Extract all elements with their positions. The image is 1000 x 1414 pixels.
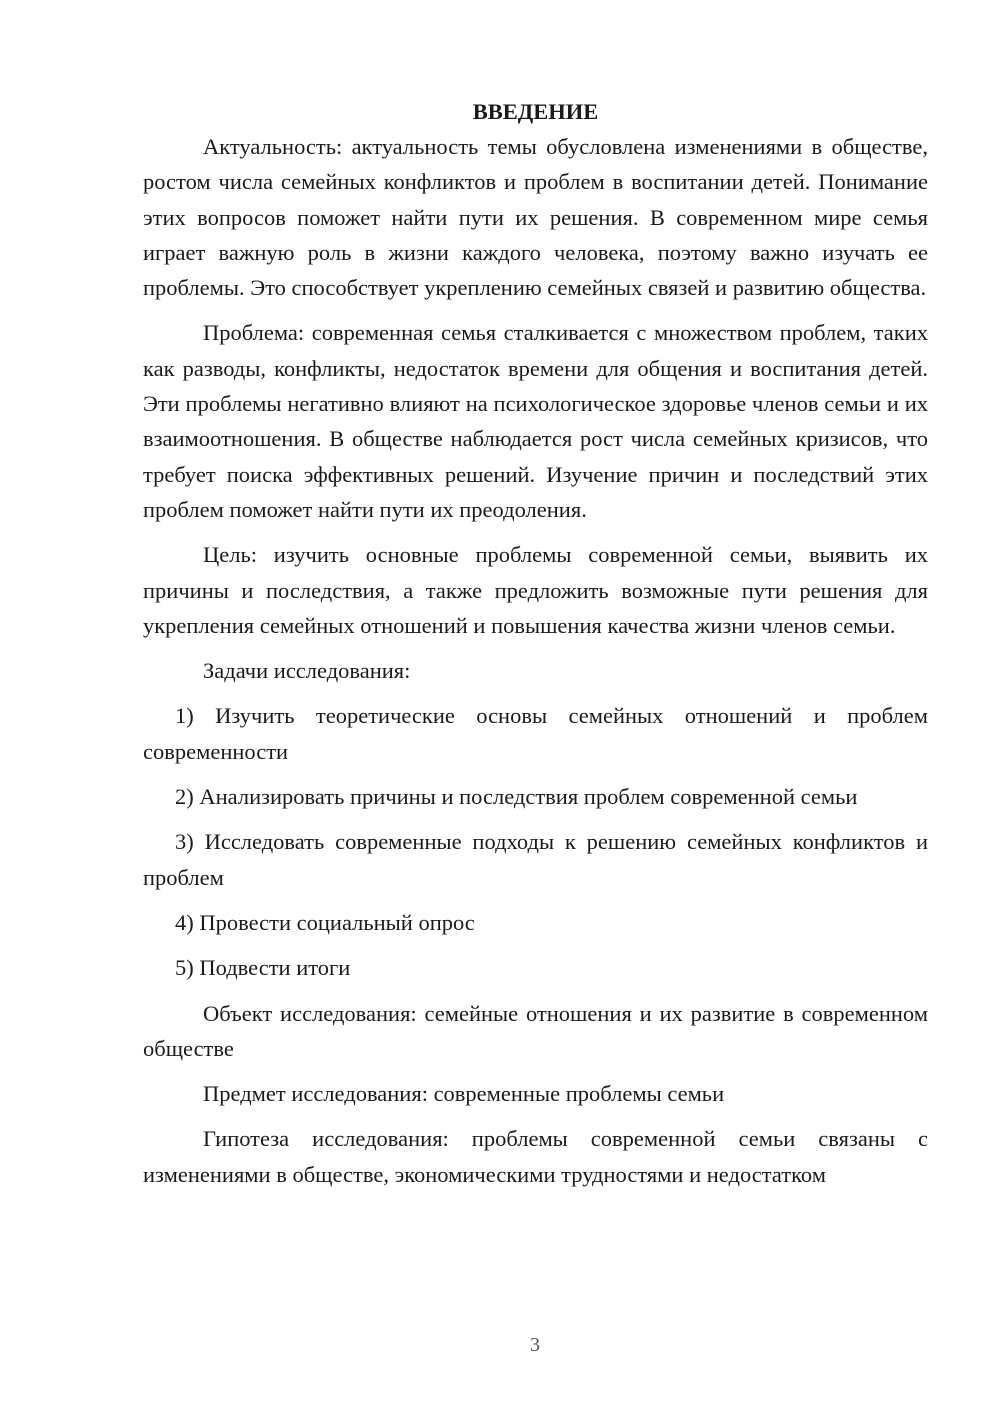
page-number: 3 [530, 1334, 540, 1356]
paragraph-problem: Проблема: современная семья сталкивается с множеством проблем, таких как разводы, конфликты, недостаток времени для общения и воспитания детей. Эти проблемы негативно влияют на психологическое здоровье членов семьи и их взаимоотношения. В обществе наблюдается рост числа семейных кризисов, что требует поиска эффективных решений. Изучение причин и последствий этих проблем поможет найти пути их преодоления. [143, 320, 928, 522]
task-item: 2) Анализировать причины и последствия проблем современной семьи [175, 784, 858, 810]
section-title: ВВЕДЕНИЕ [472, 99, 599, 124]
task-item: 3) Исследовать современные подходы к решению семейных конфликтов и проблем [143, 829, 928, 890]
paragraph-subject: Предмет исследования: современные проблемы семьи [203, 1081, 725, 1107]
paragraph-object: Объект исследования: семейные отношения и их развитие в современном обществе [143, 1000, 928, 1061]
task-item: 5) Подвести итоги [175, 955, 351, 981]
task-item: 1) Изучить теоретические основы семейных отношений и проблем современности [143, 703, 928, 764]
document-body [143, 94, 928, 1192]
paragraph-hypothesis: Гипотеза исследования: проблемы современной семьи связаны с изменениями в обществе, экономическими трудностями и недостатком [143, 1126, 928, 1187]
paragraph-goal: Цель: изучить основные проблемы современной семьи, выявить их причины и последствия, а также предложить возможные пути решения для укрепления семейных отношений и повышения качества жизни членов семьи. [143, 542, 928, 638]
tasks-heading: Задачи исследования: [203, 658, 411, 684]
paragraph-relevance: Актуальность: актуальность темы обусловлена изменениями в обществе, ростом числа семейных конфликтов и проблем в воспитании детей. Понимание этих вопросов поможет найти пути их решения. В современном мире семья играет важную роль в жизни каждого человека, поэтому важно изучать ее проблемы. Это способствует укреплению семейных связей и развитию общества. [143, 134, 928, 301]
task-item: 4) Провести социальный опрос [175, 909, 475, 935]
